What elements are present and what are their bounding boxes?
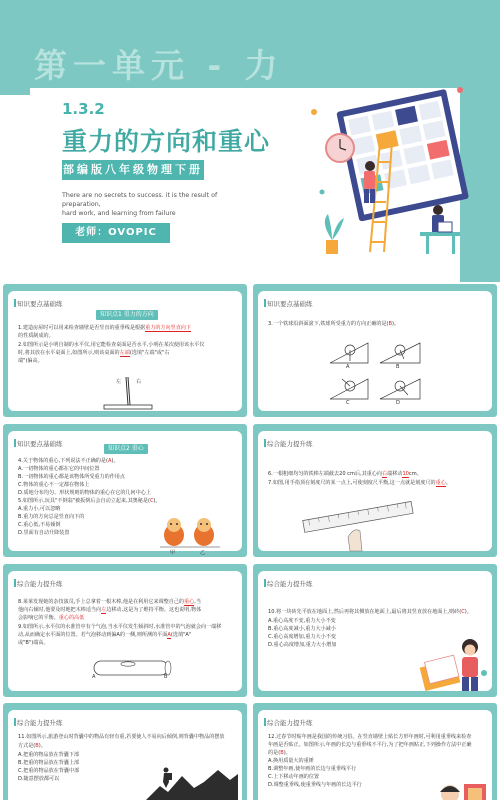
line-text: )。 [283, 750, 291, 756]
question-line: 或"B")端高。 [18, 640, 49, 646]
option-line: D.里面有自动升降装置 [18, 530, 70, 536]
slide-content [8, 710, 242, 800]
line-text: 的性质制成的。 [18, 333, 54, 339]
slide-card [3, 564, 247, 697]
line-text: 8.莱莱发现她的杂技演员,手上总拿着一根木棒,他是在利用它来调整自己的 [18, 599, 185, 605]
quote-line: There are no secrets to success. it is the result of preparation, [62, 192, 218, 208]
lesson-title: 重力的方向和重心 [62, 127, 271, 156]
option-label: B [396, 364, 400, 370]
option-line: A.一切物体的重心都在它的中间位置 [18, 466, 100, 472]
right-label: 右 [136, 379, 142, 385]
quote-text [62, 191, 252, 218]
answer-text: B [388, 321, 393, 327]
option-line: A.重力小,可以忽略 [18, 506, 61, 512]
question-line [18, 615, 84, 622]
section-tag: 知识要点基础练 [267, 300, 313, 308]
section-tag: 知识要点基础练 [17, 300, 63, 308]
option-label: D [396, 400, 400, 406]
student-reading-illustration [418, 633, 492, 695]
slide-card [3, 424, 247, 557]
slide-content [8, 571, 242, 691]
option-line: B.调整年画,使年画的长边与重垂线平行 [268, 766, 357, 772]
option-line: C.重心低,不易倾倒 [18, 522, 61, 528]
option-line: B.把重的物品放在背囊上部 [18, 760, 80, 766]
option-line: A.换用质量大的重锤 [268, 758, 314, 764]
line-text: 5.如图所示,玩具"不倒翁"被扳倒后会自动立起来,其奥秘是( [18, 498, 150, 504]
line-text: 会影响它的平衡。 [18, 615, 59, 621]
calendar-illustration [300, 82, 472, 260]
line-text: 4.关于物体的重心,下列说法不正确的是( [18, 458, 108, 464]
option-line: C.上下移动年画的位置 [268, 774, 320, 780]
option-line: C.把重的物品放在背囊中部 [18, 768, 80, 774]
line-text: 6.一根粗细均匀的铁棒左端截去20 cm后,其重心向 [268, 471, 383, 477]
option-label: A [346, 364, 350, 370]
line-text: )。 [153, 498, 161, 504]
tag-marker [14, 579, 16, 587]
line-text: (选填"左端"或"右 [129, 350, 170, 356]
new-year-painting-illustration [434, 780, 490, 800]
question-line: 12.过春节时贴年画是我国的传统习俗。在竖直墙壁上贴长方形年画时,可利用重垂线来检查 [268, 734, 472, 740]
option-label: C [346, 400, 350, 406]
mountain-hiker-silhouette [146, 764, 238, 800]
section-number: 1.3.2 [62, 100, 105, 118]
textbook-subtitle: 部编版八年级物理下册 [62, 160, 204, 180]
option-line: A.重心高度不变,重力大小不变 [268, 618, 336, 624]
line-text: 3.一个铁球沿斜面滚下,铁球所受重力的方向正确的是( [268, 321, 389, 327]
toy-label: 乙 [200, 550, 206, 556]
section-tag: 综合能力提升练 [17, 580, 63, 588]
answer-text: 重心的高低 [58, 615, 85, 621]
toy-label: 甲 [170, 550, 176, 556]
question-line [268, 750, 291, 757]
line-text: 动,从而确定水平面的位置。若气泡移动到偏A的一侧,则所测的平面 [18, 632, 168, 638]
incline-options-diagram [328, 333, 426, 409]
line-text: )。 [111, 458, 119, 464]
question-line [18, 498, 161, 505]
question-line [268, 609, 472, 616]
spirit-level-tube-diagram [88, 655, 174, 685]
question-line [268, 471, 422, 478]
answer-text: 右 [382, 471, 388, 477]
option-line: D.随意摆放都可以 [18, 776, 60, 782]
answer-text: 10 [402, 471, 409, 477]
line-text: 1.建造房屋时可以用来检查墙壁是否竖直的重垂线是根据 [18, 325, 146, 331]
section-tag: 综合能力提升练 [267, 440, 313, 448]
slide-card [253, 424, 497, 557]
tag-marker [264, 579, 266, 587]
question-line [18, 358, 43, 365]
unit-title: 第一单元 - 力 [34, 46, 284, 85]
line-text: )。 [38, 743, 46, 749]
slide-card [253, 284, 497, 417]
slide-content [258, 291, 492, 411]
answer-text: C [461, 609, 465, 615]
answer-text: A [167, 632, 171, 638]
question-line [18, 607, 201, 614]
question-line [18, 325, 191, 332]
slide-content [258, 571, 492, 691]
question-line [18, 632, 191, 639]
option-line: D.质地分布均匀、形状规则的物体的重心在它的几何中心上 [18, 490, 151, 496]
line-text: 时,将其放在水平桌面上,如图所示,则该桌面的 [18, 350, 120, 356]
question-line [18, 743, 46, 750]
level-tool-diagram [98, 373, 158, 413]
question-line [18, 342, 204, 349]
line-text: 10.将一块砖先平放在地面上,然后再将其侧放在地面上,最后将其竖直放在地面上,则砖( [268, 609, 462, 615]
option-line: A.把重的物品放在背囊下部 [18, 752, 80, 758]
tag-marker [264, 718, 266, 726]
answer-text: 重心 [184, 599, 195, 605]
slide-card [253, 703, 497, 800]
tag-marker [264, 439, 266, 447]
question-line [18, 350, 169, 357]
slide-content [8, 431, 242, 556]
answer-text: A [107, 458, 112, 464]
answer-text: 重心 [435, 480, 446, 486]
teacher-badge: 老师：OVOPIC [62, 223, 170, 243]
slide-card [3, 703, 247, 800]
knowledge-point-pill: 知识点2 重心 [104, 444, 148, 454]
line-text: 。 [445, 480, 451, 486]
question-line [268, 480, 451, 487]
slide-card [3, 284, 247, 417]
line-text: )。 [392, 321, 400, 327]
tag-marker [14, 299, 16, 307]
slide-content [8, 291, 242, 411]
section-tag: 综合能力提升练 [267, 580, 313, 588]
line-text: 2.如图所示是小明自制的水平仪,用它能检查桌面是否水平,小明在某次使用该水平仪 [18, 342, 205, 348]
left-label: 左 [116, 379, 122, 385]
question-line [18, 333, 54, 340]
line-text: cm。 [408, 471, 422, 477]
line-text: 他向右倾时,他要及时地把木棒适当向 [18, 607, 102, 613]
answer-text: 左端 [119, 350, 130, 356]
option-line: C.重心高度增加,重力大小不变 [268, 634, 336, 640]
question-line [18, 458, 119, 465]
tag-marker [14, 718, 16, 726]
slide-card [253, 564, 497, 697]
section-tag: 综合能力提升练 [267, 719, 313, 727]
option-line: C.物体的重心不一定都在物体上 [18, 482, 90, 488]
line-text: 边移动,这是为了维持平衡。这也说明,物体 [106, 607, 202, 613]
option-line: D.重心高度增加,重力大小增加 [268, 642, 337, 648]
line-text: ,当 [194, 599, 201, 605]
line-text: (选填"A" [170, 632, 192, 638]
answer-text: 重力的方向竖直向下 [145, 325, 191, 331]
option-line: B.重力的方向总是竖直向下的 [18, 514, 85, 520]
answer-text: B [35, 743, 39, 749]
answer-text: B [280, 750, 284, 756]
answer-text: C [149, 498, 154, 504]
tumbler-toy-diagram [158, 513, 222, 549]
line-text: )。 [464, 609, 472, 615]
line-text: 方式是( [18, 743, 36, 749]
slide-content [258, 431, 492, 551]
line-text: 的是( [268, 750, 281, 756]
line-text: 7.如图,用手指顶在刻度尺的某一点上,可使刻度尺平衡,这一点就是刻度尺的 [268, 480, 436, 486]
question-line [268, 321, 399, 328]
section-tag: 综合能力提升练 [17, 719, 63, 727]
option-line: B.一切物体的重心都是该物体所受重力的作用点 [18, 474, 125, 480]
tag-marker [14, 439, 16, 447]
level-end-label: B [164, 674, 168, 680]
line-text: 端移动 [387, 471, 403, 477]
cover-slide [0, 0, 500, 282]
option-line: D.调整重垂线,使重垂线与年画的长边平行 [268, 782, 362, 788]
slide-content [258, 710, 492, 800]
question-line: 9.如图所示,水平仪的水准管中有个气泡,当水平仪发生倾斜时,水准管中的气泡就会向一端移 [18, 624, 222, 630]
answer-text: 左 [101, 607, 107, 613]
option-line: B.重心高度减小,重力大小减小 [268, 626, 336, 632]
tag-marker [264, 299, 266, 307]
line-text: 端")偏高。 [18, 358, 43, 364]
ruler-balance-diagram [298, 493, 418, 555]
question-line [18, 599, 201, 606]
knowledge-point-pill: 知识点1 重力的方向 [96, 310, 158, 320]
level-end-label: A [92, 674, 96, 680]
question-line: 年画是否贴正。如图所示,年画的长边与重垂线不平行,为了把年画贴正,下列操作方法中正确 [268, 742, 472, 748]
section-tag: 知识要点基础练 [17, 440, 63, 448]
quote-line: hard work, and learning from failure [62, 210, 176, 217]
question-line: 11.如图所示,旅游登山时背囊中的物品有轻有重,若要使人不易向后倾倒,则背囊中物品的摆放 [18, 734, 225, 740]
